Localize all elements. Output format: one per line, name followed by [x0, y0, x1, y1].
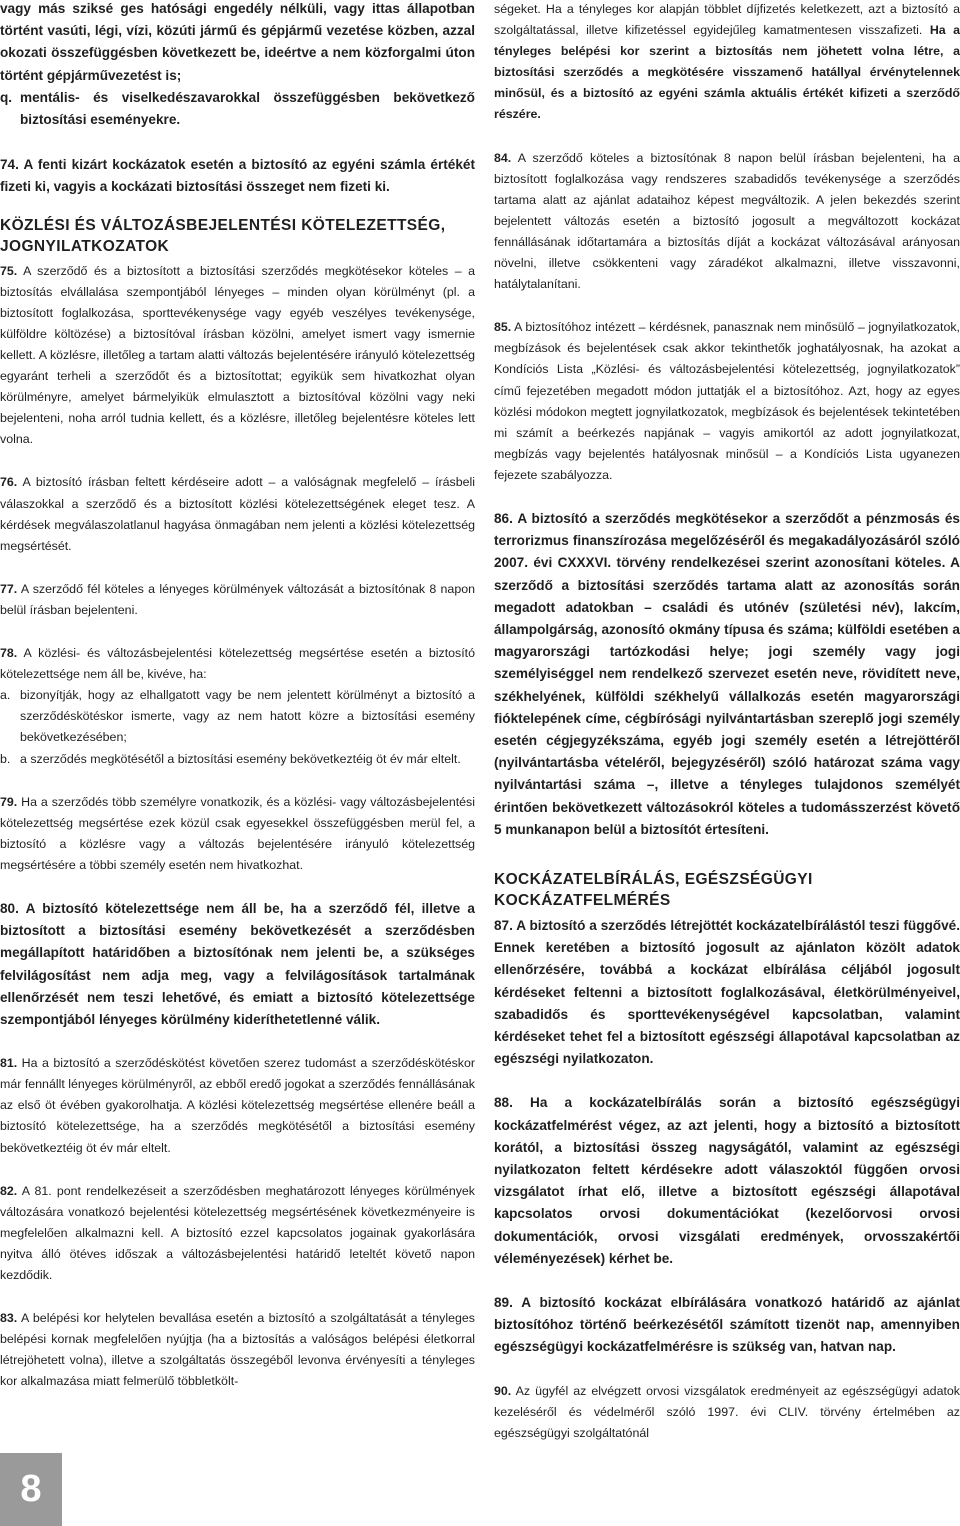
p82-number: 82. [0, 1183, 18, 1198]
paragraph-86 [494, 508, 960, 841]
p88-number: 88. [494, 1095, 513, 1111]
paragraph-84 [494, 148, 960, 296]
p86-number: 86. [494, 510, 513, 526]
p78-text: A közlési- és változásbejelentési kötelezettség megsértése esetén a biztosító kötelezettsége nem áll be, kivéve, ha: [0, 646, 475, 682]
paragraph-79 [0, 792, 475, 876]
p75-text: A szerződő és a biztosított a biztosítási szerződés megkötésekor köteles – a biztosítás elvállalása szempontjából lényeges – minden olyan körülményt (pl. a biztosított foglalkozása, sporttevékenysége vagy egyéb veszélyes tevékenysége, külföldre költözése) a biztosítóval írásban közölni, amelyet ismert vagy ismernie kellett. A közlésre, illetőleg a tartam alatti változás bejelentésére irányuló kötelezettség egyaránt terheli a szerződőt és a biztosítottat; egyikük sem hivatkozhat olyan körülményre, amelyet bármelyikük elmulasztott a biztosítóval közölni vagy neki bejelenteni, noha arról tudnia kellett, és a közlésre, illetőleg bejelentésre köteles lett volna. [0, 263, 475, 447]
p79-number: 79. [0, 794, 18, 809]
paragraph-89 [494, 1292, 960, 1359]
p88-text: Ha a kockázatelbírálás során a biztosító egészségügyi kockázatfelmérést végez, az azt jelenti, hogy a biztosító a biztosított korától, a biztosítási összeg nagyságától, valamint az egészségi nyilatkozaton feltett kérdésekre adott válaszoktól függően orvosi vizsgálatot írhat elő, illetve a biztosított egészségi állapotával kapcsolatos orvosi dokumentációkat (kezelőorvosi orvosi dokumentációk, orvosi vizsgálati eredmények, orvosszakértői véleményezések) kérhet be. [494, 1095, 960, 1266]
p85-number: 85. [494, 320, 512, 335]
p89-text: A biztosító kockázat elbírálására vonatkozó határidő az ajánlat biztosítóhoz történő beérkezésétől számított tizenöt nap, amennyiben egészségügyi kockázatfelmérésre is szükség van, hatvan nap. [494, 1295, 960, 1355]
p76-text: A biztosító írásban feltett kérdéseire adott – a valóságnak megfelelő – írásbeli válaszokkal a szerződő és a biztosított közlési kötelezettségének eleget tesz. A kérdések megválaszolatlanul hagyása önmagában nem jelenti a közlési kötelezettség megsértését. [0, 475, 475, 553]
heading-kockazat: KOCKÁZATELBÍRÁLÁS, EGÉSZSÉGÜGYI KOCKÁZATFELMÉRÉS [494, 871, 813, 910]
paragraph-78 [0, 643, 475, 685]
p86-text: A biztosító a szerződés megkötésekor a szerződőt a pénzmosás és terrorizmus finanszírozása megelőzéséről és megakadályozásáról szóló 2007. évi CXXXVI. törvény rendelkezései szerint azonosítani köteles. A szerződő a biztosítási szerződés tartama alatt az azonosítás során megadott adatokban – családi és utónév (születési név), lakcím, állampolgárság, azonosító okmány típusa és száma; külföldi esetében a magyarországi tartózkodási helye; jogi személy vagy jogi személyiséggel nem rendelkező szervezet esetén neve, rövidített neve, székhelyének, külföldi székhelyű vállalkozás esetén magyarországi fióktelepének címe, cégbírósági nyilvántartásban szereplő jogi személy esetén cégjegyzékszáma, egyéb jogi személy esetén a létrejöttéről (nyilvántartásba vételéről, bejegyzéséről) szóló határozat száma vagy nyilvántartási száma –, illetve a tényleges tulajdonos személyét érintően bekövetkezett változásokról köteles a tudomásszerzést követő 5 munkanapon belül a biztosítót értesíteni. [494, 510, 960, 837]
p83-cont-text: ségeket. Ha a tényleges kor alapján többlet díjfizetés keletkezett, azt a biztosító a szolgáltatással, illetve kifizetéssel egyidejűleg kamatmentesen visszafizeti. [494, 2, 960, 38]
p83-number: 83. [0, 1311, 18, 1326]
p82-text: A 81. pont rendelkezéseit a szerződésben meghatározott lényeges körülmények változására vonatkozó bejelentési kötelezettség megsértésének következményeire is megfelelően alkalmazni kell. A biztosító ezzel kapcsolatos jogainak gyakorlására nyitva álló ötéves időszak a változásbejelentési határidő leteltét követő napon kezdődik. [0, 1183, 475, 1283]
item-a-marker: a. [0, 688, 11, 703]
p85-text: A biztosítóhoz intézett – kérdésnek, panasznak nem minősülő – jognyilatkozatok, megbízások és bejelentések csak akkor tekinthetők joghatályosnak, ha azokat a Kondíciós Lista „Közlési- és változásbejelentési kötelezettség, jognyilatkozatok” című fejezetében megadott módon juttatják el a biztosítóhoz. Azt, hogy az egyes közlési módokon megtett jognyilatkozatok, megbízások és bejelentések tekintetében mi számít a beérkezés napjának – vagyis amikortól az adott jognyilatkozat, megbízás vagy bejelentés hatályosnak minősül – a Kondíciós Lista ugyanezen fejezete szabályozza. [494, 320, 960, 482]
exclusion-intro [0, 0, 475, 87]
paragraph-83 [0, 1308, 475, 1392]
paragraph-87 [494, 915, 960, 1070]
p77-number: 77. [0, 581, 18, 596]
paragraph-85 [494, 317, 960, 486]
p80-number: 80. [0, 900, 19, 916]
paragraph-77 [0, 579, 475, 621]
paragraph-90 [494, 1381, 960, 1444]
p81-text: Ha a biztosító a szerződéskötést követően szerez tudomást a szerződéskötéskor már fennállt lényeges körülményről, az ebből eredő jogokat a szerződés fennállásának az első öt évében gyakorolhatja. A közlési kötelezettség megsértése ellenére beáll a biztosító kötelezettsége, ha a szerződés megkötésétől a biztosítási esemény bekövetkeztéig öt év már eltelt. [0, 1056, 475, 1155]
p84-number: 84. [494, 150, 512, 165]
list-item-a [0, 685, 475, 748]
p76-number: 76. [0, 475, 18, 490]
p80-text: A biztosító kötelezettsége nem áll be, ha a szerződő fél, illetve a biztosított a biztosítási esemény bekövetkezését a szerződésben megállapított határidőben a biztosítónak nem jelenti be, a szükséges felvilágosítást nem adja meg, vagy a felvilágosítások tartalmának ellenőrzését nem teszi lehetővé, és emiatt a biztosító kötelezettsége szempontjából lényeges körülmény kideríthetetlenné válik. [0, 900, 475, 1027]
p87-text: A biztosító a szerződés létrejöttét kockázatelbírálástól teszi függővé. Ennek keretében a biztosító jogosult az ajánlaton közölt adatok ellenőrzésére, továbbá a kockázat elbírálása céljából jogosult kérdéseket feltenni a biztosított foglalkozásával, életkörülményeivel, szabadidős és sporttevékenységével kapcsolatban, valamint kérdéseket tehet fel a biztosított egészségi állapotával kapcsolatban az egészségi nyilatkozaton. [494, 918, 960, 1067]
paragraph-88 [494, 1092, 960, 1270]
exclusion-item-q [0, 87, 475, 131]
p90-text: Az ügyfél az elvégzett orvosi vizsgálatok eredményeit az egészségügyi adatok kezeléséről és védelméről szóló 1997. évi CLIV. törvény értelmében az egészségügyi szolgáltatónál [494, 1383, 960, 1440]
p74-text: A fenti kizárt kockázatok esetén a biztosító az egyéni számla értékét fizeti ki, vagyis a kockázati biztosítási összeget nem fizeti ki. [0, 157, 475, 195]
paragraph-74 [0, 154, 475, 198]
item-b-marker: b. [0, 751, 11, 766]
paragraph-75 [0, 261, 475, 451]
list-item-b [0, 749, 475, 770]
item-q-marker: q. [0, 89, 13, 105]
p89-number: 89. [494, 1295, 513, 1311]
p75-number: 75. [0, 263, 18, 278]
item-b-text: a szerződés megkötésétől a biztosítási esemény bekövetkeztéig öt év már eltelt. [20, 751, 461, 766]
left-column [0, 0, 475, 1393]
p79-text: Ha a szerződés több személyre vonatkozik, és a közlési- vagy változásbejelentési kötelezettség megsértése ezek közül csak egyesekkel összefüggésben merül fel, a biztosító a közlésre vagy a változás bejelentésére irányuló kötelezettség megsértésére a többi személy esetén nem hivatkozhat. [0, 794, 475, 872]
p83-cont-bold-text: Ha a tényleges belépési kor szerint a biztosítás nem jöhetett volna létre, a biztosítási szerződés a megkötésére visszamenő hatállyal érvénytelennek minősül, és a biztosító az egyéni számla aktuális értékét kifizeti a szerződő részére. [494, 23, 960, 122]
p78-number: 78. [0, 646, 18, 661]
p87-number: 87. [494, 918, 513, 934]
paragraph-76 [0, 472, 475, 556]
heading-kozlesi: KÖZLÉSI ÉS VÁLTOZÁSBEJELENTÉSI KÖTELEZETTSÉG, JOGNYILATKOZATOK [0, 216, 446, 255]
item-q-text: mentális- és viselkedészavarokkal összefüggésben bekövetkező biztosítási eseményekre. [20, 89, 475, 128]
p77-text: A szerződő fél köteles a lényeges körülmények változását a biztosítónak 8 napon belül írásban bejelenteni. [0, 581, 475, 617]
item-a-text: bizonyítják, hogy az elhallgatott vagy be nem jelentett körülményt a biztosító a szerződéskötéskor ismerte, vagy az nem hatott közre a biztosítási esemény bekövetkezésében; [20, 688, 475, 745]
p74-number: 74. [0, 157, 19, 173]
p84-text: A szerződő köteles a biztosítónak 8 napon belül írásban bejelenteni, ha a biztosított foglalkozása vagy rendszeres szabadidős tevékenysége a szerződés tartama alatt az ajánlat adataihoz képest megváltozik. A jelen bekezdés szerint bejelentett változás esetén a biztosító jogosult a megváltozott kockázat fennállásának időtartamára a biztosítás díját a kockázat változásával arányosan növelni, illetve csökkenteni vagy záradékot alkalmazni, illetve visszavonni, hatálytalanítani. [494, 150, 960, 292]
exclusion-intro-text: vagy más sziksé ges hatósági engedély nélküli, vagy ittas állapotban történt vasúti, légi, vízi, közúti jármű és gépjármű vezetése közben, azzal okozati összefüggésben következett be, ideértve a nem közforgalmi úton történt gépjárművezetést is; [0, 1, 475, 83]
p90-number: 90. [494, 1383, 512, 1398]
p81-number: 81. [0, 1056, 18, 1071]
paragraph-82 [0, 1181, 475, 1286]
paragraph-80 [0, 898, 475, 1031]
paragraph-83-continued [494, 0, 960, 126]
p83-text: A belépési kor helytelen bevallása esetén a biztosító a szolgáltatását a tényleges belépési kornak megfelelően nyújtja (ha a biztosítás a valóságos belépési életkorral létrejöhetett volna), illetve a szolgáltatás összegéből levonva érvényesíti a tényleges kor alkalmazása miatt felmerülő többletkölt- [0, 1311, 475, 1389]
page-number: 8 [0, 1453, 62, 1526]
paragraph-81 [0, 1053, 475, 1158]
right-column [494, 0, 960, 1444]
